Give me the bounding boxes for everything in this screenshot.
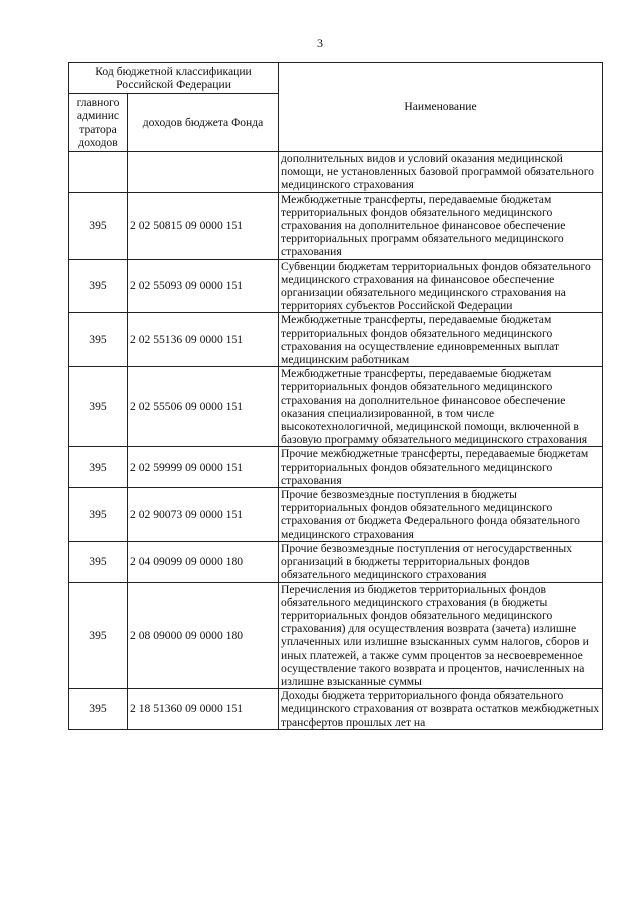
table-row	[69, 582, 603, 689]
table-row	[69, 447, 603, 488]
header-code: доходов бюджета Фонда	[128, 94, 279, 152]
row-code: 2 18 51360 09 0000 151	[128, 689, 279, 730]
budget-classification-table	[68, 62, 603, 730]
row-admin: 395	[69, 313, 128, 367]
page-number: 3	[317, 36, 323, 50]
row-name: Прочие межбюджетные трансферты, передаваемые бюджетам территориальных фондов обязательного медицинского страхования	[279, 447, 603, 488]
row-name: Межбюджетные трансферты, передаваемые бюджетам территориальных фондов обязательного медицинского страхования на осуществление единовременных выплат медицинским работникам	[279, 313, 603, 367]
table-row	[69, 488, 603, 542]
table-row	[69, 541, 603, 582]
row-admin	[69, 152, 128, 193]
row-code: 2 02 55506 09 0000 151	[128, 367, 279, 447]
table-row	[69, 313, 603, 367]
table-row	[69, 192, 603, 259]
table-row	[69, 259, 603, 313]
row-code: 2 08 09000 09 0000 180	[128, 582, 279, 689]
row-admin: 395	[69, 192, 128, 259]
table-row	[69, 689, 603, 730]
header-group-title: Код бюджетной классификации Российской Федерации	[69, 63, 279, 94]
row-name: Субвенции бюджетам территориальных фондов обязательного медицинского страхования на финансовое обеспечение организации обязательного медицинского страхования на территориях субъектов Российской Федерации	[279, 259, 603, 313]
row-admin: 395	[69, 447, 128, 488]
row-code: 2 02 90073 09 0000 151	[128, 488, 279, 542]
row-admin: 395	[69, 582, 128, 689]
row-code: 2 02 59999 09 0000 151	[128, 447, 279, 488]
table-header-row	[69, 63, 603, 94]
row-admin: 395	[69, 689, 128, 730]
header-name: Наименование	[279, 63, 603, 152]
row-code: 2 02 50815 09 0000 151	[128, 192, 279, 259]
row-admin: 395	[69, 367, 128, 447]
row-code	[128, 152, 279, 193]
row-code: 2 02 55136 09 0000 151	[128, 313, 279, 367]
table-row	[69, 367, 603, 447]
row-name: Прочие безвозмездные поступления в бюджеты территориальных фондов обязательного медицинского страхования от бюджета Федерального фонда обязательного медицинского страхования	[279, 488, 603, 542]
row-name: Прочие безвозмездные поступления от негосударственных организаций в бюджеты территориальных фондов обязательного медицинского страхования	[279, 541, 603, 582]
row-name: Перечисления из бюджетов территориальных фондов обязательного медицинского страхования (в бюджеты территориальных фондов обязательного медицинского страхования) для осуществления возврата (зачета) излишне уплаченных или излишне взысканных сумм налогов, сборов и иных платежей, а также сумм процентов за несвоевременное осуществление такого возврата и процентов, начисленных на излишне взысканные суммы	[279, 582, 603, 689]
row-admin: 395	[69, 488, 128, 542]
table-row	[69, 152, 603, 193]
row-name: Межбюджетные трансферты, передаваемые бюджетам территориальных фондов обязательного медицинского страхования на дополнительное финансовое обеспечение территориальных программ обязательного медицинского страхования	[279, 192, 603, 259]
row-name: Межбюджетные трансферты, передаваемые бюджетам территориальных фондов обязательного медицинского страхования на дополнительное финансовое обеспечение оказания специализированной, в том числе высокотехнологичной, медицинской помощи, включенной в базовую программу обязательного медицинского страхования	[279, 367, 603, 447]
row-code: 2 04 09099 09 0000 180	[128, 541, 279, 582]
row-admin: 395	[69, 259, 128, 313]
row-code: 2 02 55093 09 0000 151	[128, 259, 279, 313]
header-admin: главного админис тратора доходов	[69, 94, 128, 152]
row-name: дополнительных видов и условий оказания медицинской помощи, не установленных базовой программой обязательного медицинского страхования	[279, 152, 603, 193]
row-admin: 395	[69, 541, 128, 582]
row-name: Доходы бюджета территориального фонда обязательного медицинского страхования от возврата остатков межбюджетных трансфертов прошлых лет на	[279, 689, 603, 730]
